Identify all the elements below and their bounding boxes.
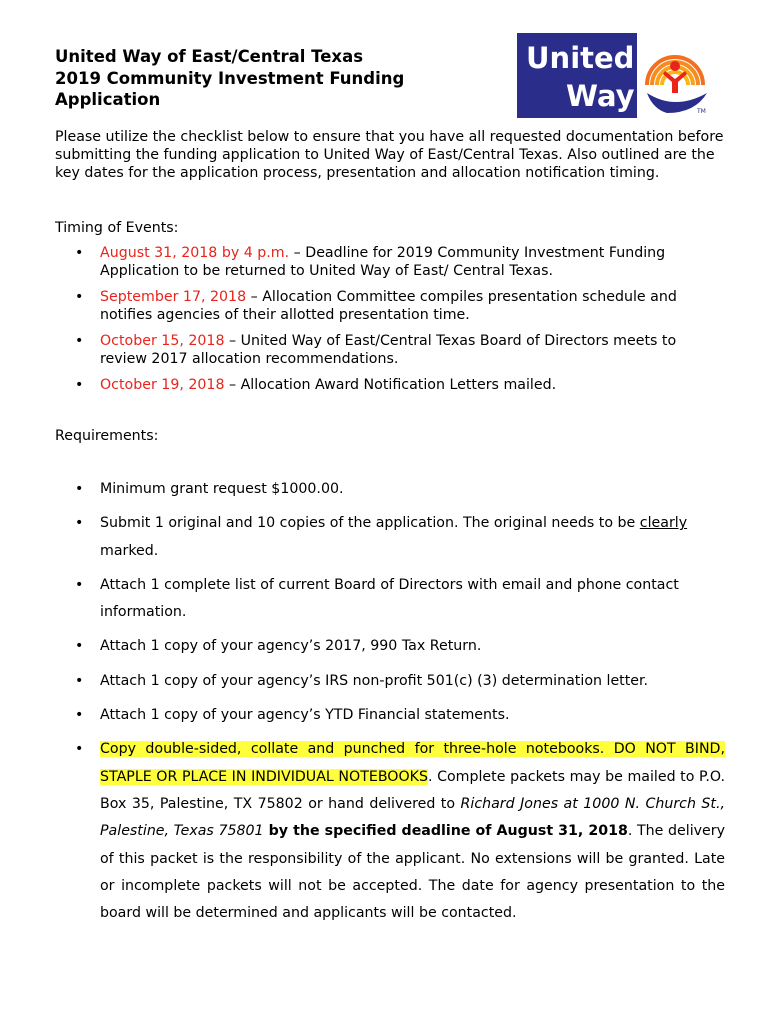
requirement-text: marked.: [100, 542, 159, 559]
event-date: October 19, 2018: [100, 377, 225, 393]
event-date: October 15, 2018: [100, 333, 225, 349]
list-item: • Minimum grant request $1000.00.: [75, 481, 344, 497]
requirement-text: Minimum grant request $1000.00.: [100, 481, 344, 497]
logo-text: TM: [697, 108, 706, 115]
event-text: – Allocation Committee compiles presentation schedule and notifies agencies of their allotted presentation time.: [100, 289, 677, 323]
event-text: – United Way of East/Central Texas Board of Directors meets to review 2017 allocation recommendations.: [100, 333, 677, 367]
requirement-text: Attach 1 copy of your agency’s IRS non-profit 501(c) (3) determination letter.: [100, 672, 649, 689]
list-item: • Attach 1 copy of your agency’s YTD Financial statements.: [75, 707, 510, 724]
list-item: • Attach 1 copy of your agency’s IRS non-profit 501(c) (3) determination letter.: [75, 672, 649, 689]
document-title: [55, 46, 495, 111]
title-line: United Way of East/Central Texas: [55, 47, 364, 66]
logo-text: Way: [566, 79, 635, 113]
list-item: • Attach 1 copy of your agency’s 2017, 990 Tax Return.: [75, 638, 482, 655]
list-item: • September 17, 2018 – Allocation Committee compiles presentation schedule and notifies agencies of their allotted presentation time.: [75, 289, 677, 323]
intro-paragraph: Please utilize the checklist below to ensure that you have all requested documentation before submitting the funding application to United Way of East/Central Texas. Also outlined are the key dates for the application process, presentation and allocation notification timing.: [55, 129, 724, 181]
requirement-text: Submit 1 original and 10 copies of the application. The original needs to be: [100, 515, 640, 532]
requirement-text: Attach 1 copy of your agency’s 2017, 990 Tax Return.: [100, 638, 482, 655]
list-item: • August 31, 2018 by 4 p.m. – Deadline for 2019 Community Investment Funding Application to be returned to United Way of East/ Central Texas.: [75, 245, 666, 279]
title-line: 2019 Community Investment Funding: [55, 68, 405, 88]
event-date: August 31, 2018 by 4 p.m.: [100, 245, 290, 261]
timing-list: [55, 244, 725, 402]
requirement-text: Attach 1 copy of your agency’s YTD Financial statements.: [100, 707, 510, 724]
logo-text: United: [526, 41, 635, 75]
list-item: • October 19, 2018 – Allocation Award Notification Letters mailed.: [75, 377, 557, 393]
list-item: • Attach 1 complete list of current Board of Directors with email and phone contact information.: [75, 576, 679, 621]
list-item: • October 15, 2018 – United Way of East/Central Texas Board of Directors meets to review 2017 allocation recommendations.: [75, 333, 677, 367]
requirements-heading: Requirements:: [55, 428, 159, 444]
list-item: • Copy double-sided, collate and punched for three-hole notebooks. DO NOT BIND, STAPLE OR PLACE IN INDIVIDUAL NOTEBOOKS. Complete packets may be mailed to P.O. Box 35, Palestine, TX 75802 or hand delivered to Richard Jones at 1000 N. Church St., Palestine, Texas 75801 by the specified deadline of August 31, 2018. The delivery of this packet is the responsibility of the applicant. No extensions will be granted. Late or incomplete packets will not be accepted. The date for agency presentation to the board will be determined and applicants will be contacted.: [75, 741, 726, 922]
event-date: September 17, 2018: [100, 289, 247, 305]
requirements-list: [55, 476, 725, 934]
requirement-text: . The delivery of this packet is the responsibility of the applicant. No extensions will be granted. Late or incomplete packets will not be accepted. The date for agency presentation to the board will be determined and applicants will be contacted.: [100, 823, 725, 922]
underlined-word: clearly: [639, 515, 688, 532]
requirement-text: Attach 1 complete list of current Board of Directors with email and phone contact information.: [100, 576, 679, 621]
requirement-text: . Complete packets may be mailed to P.O. Box 35, Palestine, TX 75802 or hand delivered to: [100, 768, 725, 812]
highlighted-text: STAPLE OR PLACE IN INDIVIDUAL NOTEBOOKS: [100, 768, 428, 785]
event-text: – Deadline for 2019 Community Investment Funding Application to be returned to United Way of East/ Central Texas.: [100, 245, 666, 279]
timing-heading: Timing of Events:: [55, 220, 179, 236]
list-item: • Submit 1 original and 10 copies of the application. The original needs to be clearly marked.: [75, 515, 688, 559]
united-way-logo: [517, 33, 714, 118]
highlighted-text: Copy double-sided, collate and punched for three-hole notebooks. DO NOT BIND,: [100, 741, 725, 758]
bold-text: by the specified deadline of August 31, 2018: [263, 823, 628, 840]
italic-text: Richard Jones at 1000 N. Church St., Palestine, Texas 75801: [100, 795, 726, 840]
event-text: – Allocation Award Notification Letters mailed.: [224, 377, 557, 393]
title-line: Application: [55, 90, 161, 109]
